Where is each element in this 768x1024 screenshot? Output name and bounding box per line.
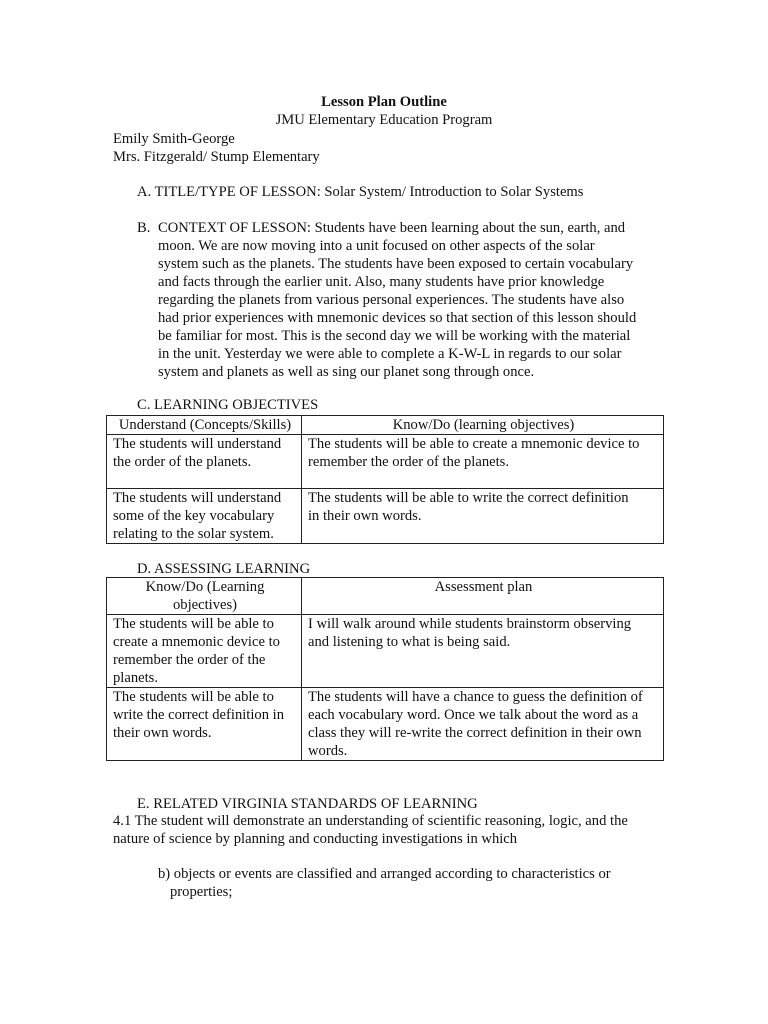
header-line: objectives) [172,597,238,613]
section-b-context [158,219,678,381]
cell-line: The students will have a chance to guess the definition of [308,689,643,705]
table-header-row [107,578,664,615]
table-cell [302,489,664,544]
cell-line: their own words. [113,725,212,741]
section-e-heading: E. RELATED VIRGINIA STANDARDS OF LEARNING [137,796,478,812]
context-line: had prior experiences with mnemonic devices so that section of this lesson should [158,310,637,326]
author-name: Emily Smith-George [113,131,235,147]
cell-line: relating to the solar system. [113,526,274,542]
header-line: Know/Do (Learning [145,579,265,595]
column-header: Assessment plan [302,578,664,615]
standard-line: nature of science by planning and conducting investigations in which [113,831,518,847]
assessment-table [106,577,664,761]
standard-subitem-line: properties; [170,884,233,900]
table-cell [107,489,302,544]
cell-line: The students will understand [113,436,282,452]
learning-objectives-table [106,415,664,544]
cell-line: remember the order of the planets. [308,454,509,470]
cell-line: The students will be able to [113,616,274,632]
context-line: system such as the planets. The students have been exposed to certain vocabulary [158,256,634,272]
cell-line: The students will understand [113,490,282,506]
section-c-heading: C. LEARNING OBJECTIVES [137,397,319,413]
cell-line: The students will be able to create a mnemonic device to [308,436,640,452]
cell-line: words. [308,743,348,759]
cell-line: planets. [113,670,158,686]
context-line: regarding the planets from various personal experiences. The students have also [158,292,625,308]
table-cell [107,435,302,489]
column-header [107,578,302,615]
cell-line: I will walk around while students brainstorm observing [308,616,632,632]
table-row [107,435,664,489]
table-row [107,489,664,544]
context-line: in the unit. Yesterday we were able to complete a K-W-L in regards to our solar [158,346,622,362]
context-line: be familiar for most. This is the second day we will be working with the material [158,328,631,344]
standard-subitem-line: b) objects or events are classified and arranged according to characteristics or [158,866,611,882]
table-cell [107,688,302,761]
section-b-marker: B. [137,220,151,236]
column-header: Understand (Concepts/Skills) [107,416,302,435]
cell-line: the order of the planets. [113,454,252,470]
table-cell [107,615,302,688]
cell-line: The students will be able to [113,689,274,705]
program-name: JMU Elementary Education Program [275,112,493,128]
cell-line: The students will be able to write the correct definition [308,490,629,506]
context-line: CONTEXT OF LESSON: Students have been learning about the sun, earth, and [158,220,626,236]
cell-line: create a mnemonic device to [113,634,280,650]
cell-line: some of the key vocabulary [113,508,275,524]
cell-line: and listening to what is being said. [308,634,511,650]
section-d-heading: D. ASSESSING LEARNING [137,561,311,577]
standard-text [113,812,673,848]
table-header-row [107,416,664,435]
table-cell [302,688,664,761]
document-title: Lesson Plan Outline [321,94,447,110]
cell-line: remember the order of the [113,652,266,668]
context-line: moon. We are now moving into a unit focused on other aspects of the solar [158,238,595,254]
standard-line: 4.1 The student will demonstrate an understanding of scientific reasoning, logic, and the [113,813,628,829]
table-cell [302,435,664,489]
cell-line: each vocabulary word. Once we talk about the word as a [308,707,639,723]
table-cell [302,615,664,688]
cell-line: in their own words. [308,508,422,524]
context-line: and facts through the earlier unit. Also, many students have prior knowledge [158,274,605,290]
cell-line: class they will re-write the correct definition in their own [308,725,642,741]
teacher-school: Mrs. Fitzgerald/ Stump Elementary [113,149,320,165]
context-line: system and planets as well as sing our planet song through once. [158,364,535,380]
column-header: Know/Do (learning objectives) [302,416,664,435]
table-row [107,688,664,761]
cell-line: write the correct definition in [113,707,285,723]
table-row [107,615,664,688]
section-a-heading: A. TITLE/TYPE OF LESSON: Solar System/ Introduction to Solar Systems [137,184,584,200]
